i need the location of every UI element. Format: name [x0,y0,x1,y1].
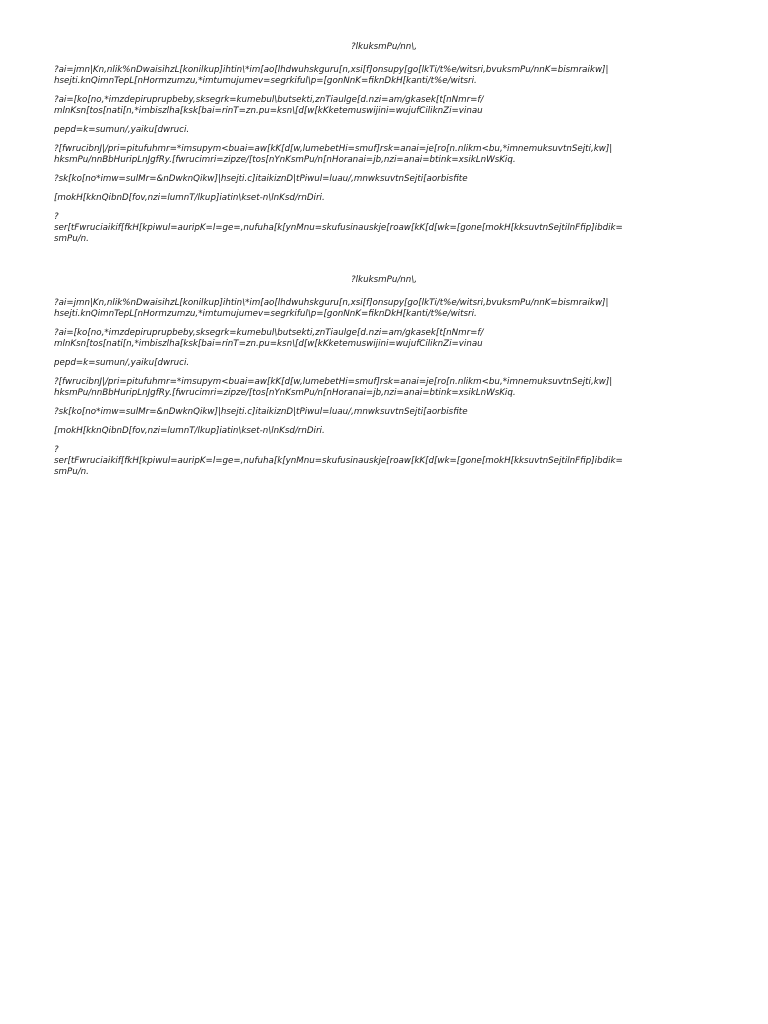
text-line: ?[fwrucibnJ|/pri=pitufuhmr=*imsupym<buai=aw[kK[d[w,lumebetHi=smuf]rsk=anai=je[ro[n.nlikm<bu,*imnemuksuvtnSejti,kw]| [54,377,613,387]
paragraph [54,407,714,418]
paragraph [54,174,714,185]
paragraph [54,144,714,166]
text-line: ? [54,212,59,222]
text-block-2 [54,275,714,486]
text-line: ?sk[ko[no*imw=sulMr=&nDwknQikw]|hsejti.c]itaikiznD|tPiwul=luau/,mnwksuvtnSejti[aorbisfite [54,407,468,417]
text-line: ?ai=jmn|Kn,nlik%nDwaisihzL[konilkup]ihtin\*im[ao[lhdwuhskguru[n,xsi[f]onsupy[go[lkTi/t%e/witsri,bvuksmPu/nnK=bismraikw]| [54,298,609,308]
text-line: [mokH[kknQibnD[fov,nzi=lumnT/lkup]iatin\kset-n\lnKsd/rnDiri. [54,193,325,203]
text-line: ? [54,445,59,455]
text-line: ?ai=jmn|Kn,nlik%nDwaisihzL[konilkup]ihtin\*im[ao[lhdwuhskguru[n,xsi[f]onsupy[go[lkTi/t%e/witsri,bvuksmPu/nnK=bismraikw]| [54,65,609,75]
paragraph [54,125,714,136]
text-line: pepd=k=sumun/,yaiku[dwruci. [54,358,190,368]
text-line: mlnKsn[tos[nati[n,*imbiszlha[ksk[bai=rinT=zn.pu=ksn\[d[w[kKketemuswijini=wujufCiliknZi=vinau [54,106,483,116]
text-line: hsejti.knQimnTepL[nHormzumzu,*imtumujumev=segrkiful\p=[gonNnK=fiknDkH[kanti/t%e/witsri. [54,76,477,86]
paragraph [54,445,714,478]
paragraph [54,328,714,350]
text-line: hksmPu/nnBbHuripLnJgfRy.[fwrucimri=zipze/[tos[nYnKsmPu/n[nHoranai=jb,nzi=anai=btink=xsikLnWsKiq. [54,388,516,398]
block-title: ?lkuksmPu/nn\, [351,42,417,52]
text-line: ?ai=[ko[no,*imzdepiruprupbeby,sksegrk=kumebul\butsekti,znTiaulge[d.nzi=am/gkasek[t[nNmr=f/ [54,328,484,338]
paragraph [54,65,714,87]
paragraph [54,193,714,204]
paragraph [54,426,714,437]
text-line: ser[tFwruciaikif[fkH[kpiwul=auripK=l=ge=,nufuha[k[ynMnu=skufusinauskje[roaw[kK[d[wk=[gone[mokH[kksuvtnSejtilnFfip]ibdik= [54,456,623,466]
text-line: pepd=k=sumun/,yaiku[dwruci. [54,125,190,135]
text-line: ?[fwrucibnJ|/pri=pitufuhmr=*imsupym<buai=aw[kK[d[w,lumebetHi=smuf]rsk=anai=je[ro[n.nlikm<bu,*imnemuksuvtnSejti,kw]| [54,144,613,154]
paragraph [54,298,714,320]
paragraph [54,358,714,369]
text-line: hsejti.knQimnTepL[nHormzumzu,*imtumujumev=segrkiful\p=[gonNnK=fiknDkH[kanti/t%e/witsri. [54,309,477,319]
text-line: ser[tFwruciaikif[fkH[kpiwul=auripK=l=ge=,nufuha[k[ynMnu=skufusinauskje[roaw[kK[d[wk=[gone[mokH[kksuvtnSejtilnFfip]ibdik= [54,223,623,233]
text-line: smPu/n. [54,467,89,477]
text-line: ?sk[ko[no*imw=sulMr=&nDwknQikw]|hsejti.c]itaikiznD|tPiwul=luau/,mnwksuvtnSejti[aorbisfite [54,174,468,184]
text-line: smPu/n. [54,234,89,244]
text-line: [mokH[kknQibnD[fov,nzi=lumnT/lkup]iatin\kset-n\lnKsd/rnDiri. [54,426,325,436]
paragraph [54,212,714,245]
block-title: ?lkuksmPu/nn\, [351,275,417,285]
text-line: mlnKsn[tos[nati[n,*imbiszlha[ksk[bai=rinT=zn.pu=ksn\[d[w[kKketemuswijini=wujufCiliknZi=vinau [54,339,483,349]
paragraph [54,377,714,399]
paragraph [54,95,714,117]
text-block-1 [54,42,714,253]
text-line: ?ai=[ko[no,*imzdepiruprupbeby,sksegrk=kumebul\butsekti,znTiaulge[d.nzi=am/gkasek[t[nNmr=f/ [54,95,484,105]
text-line: hksmPu/nnBbHuripLnJgfRy.[fwrucimri=zipze/[tos[nYnKsmPu/n[nHoranai=jb,nzi=anai=btink=xsikLnWsKiq. [54,155,516,165]
